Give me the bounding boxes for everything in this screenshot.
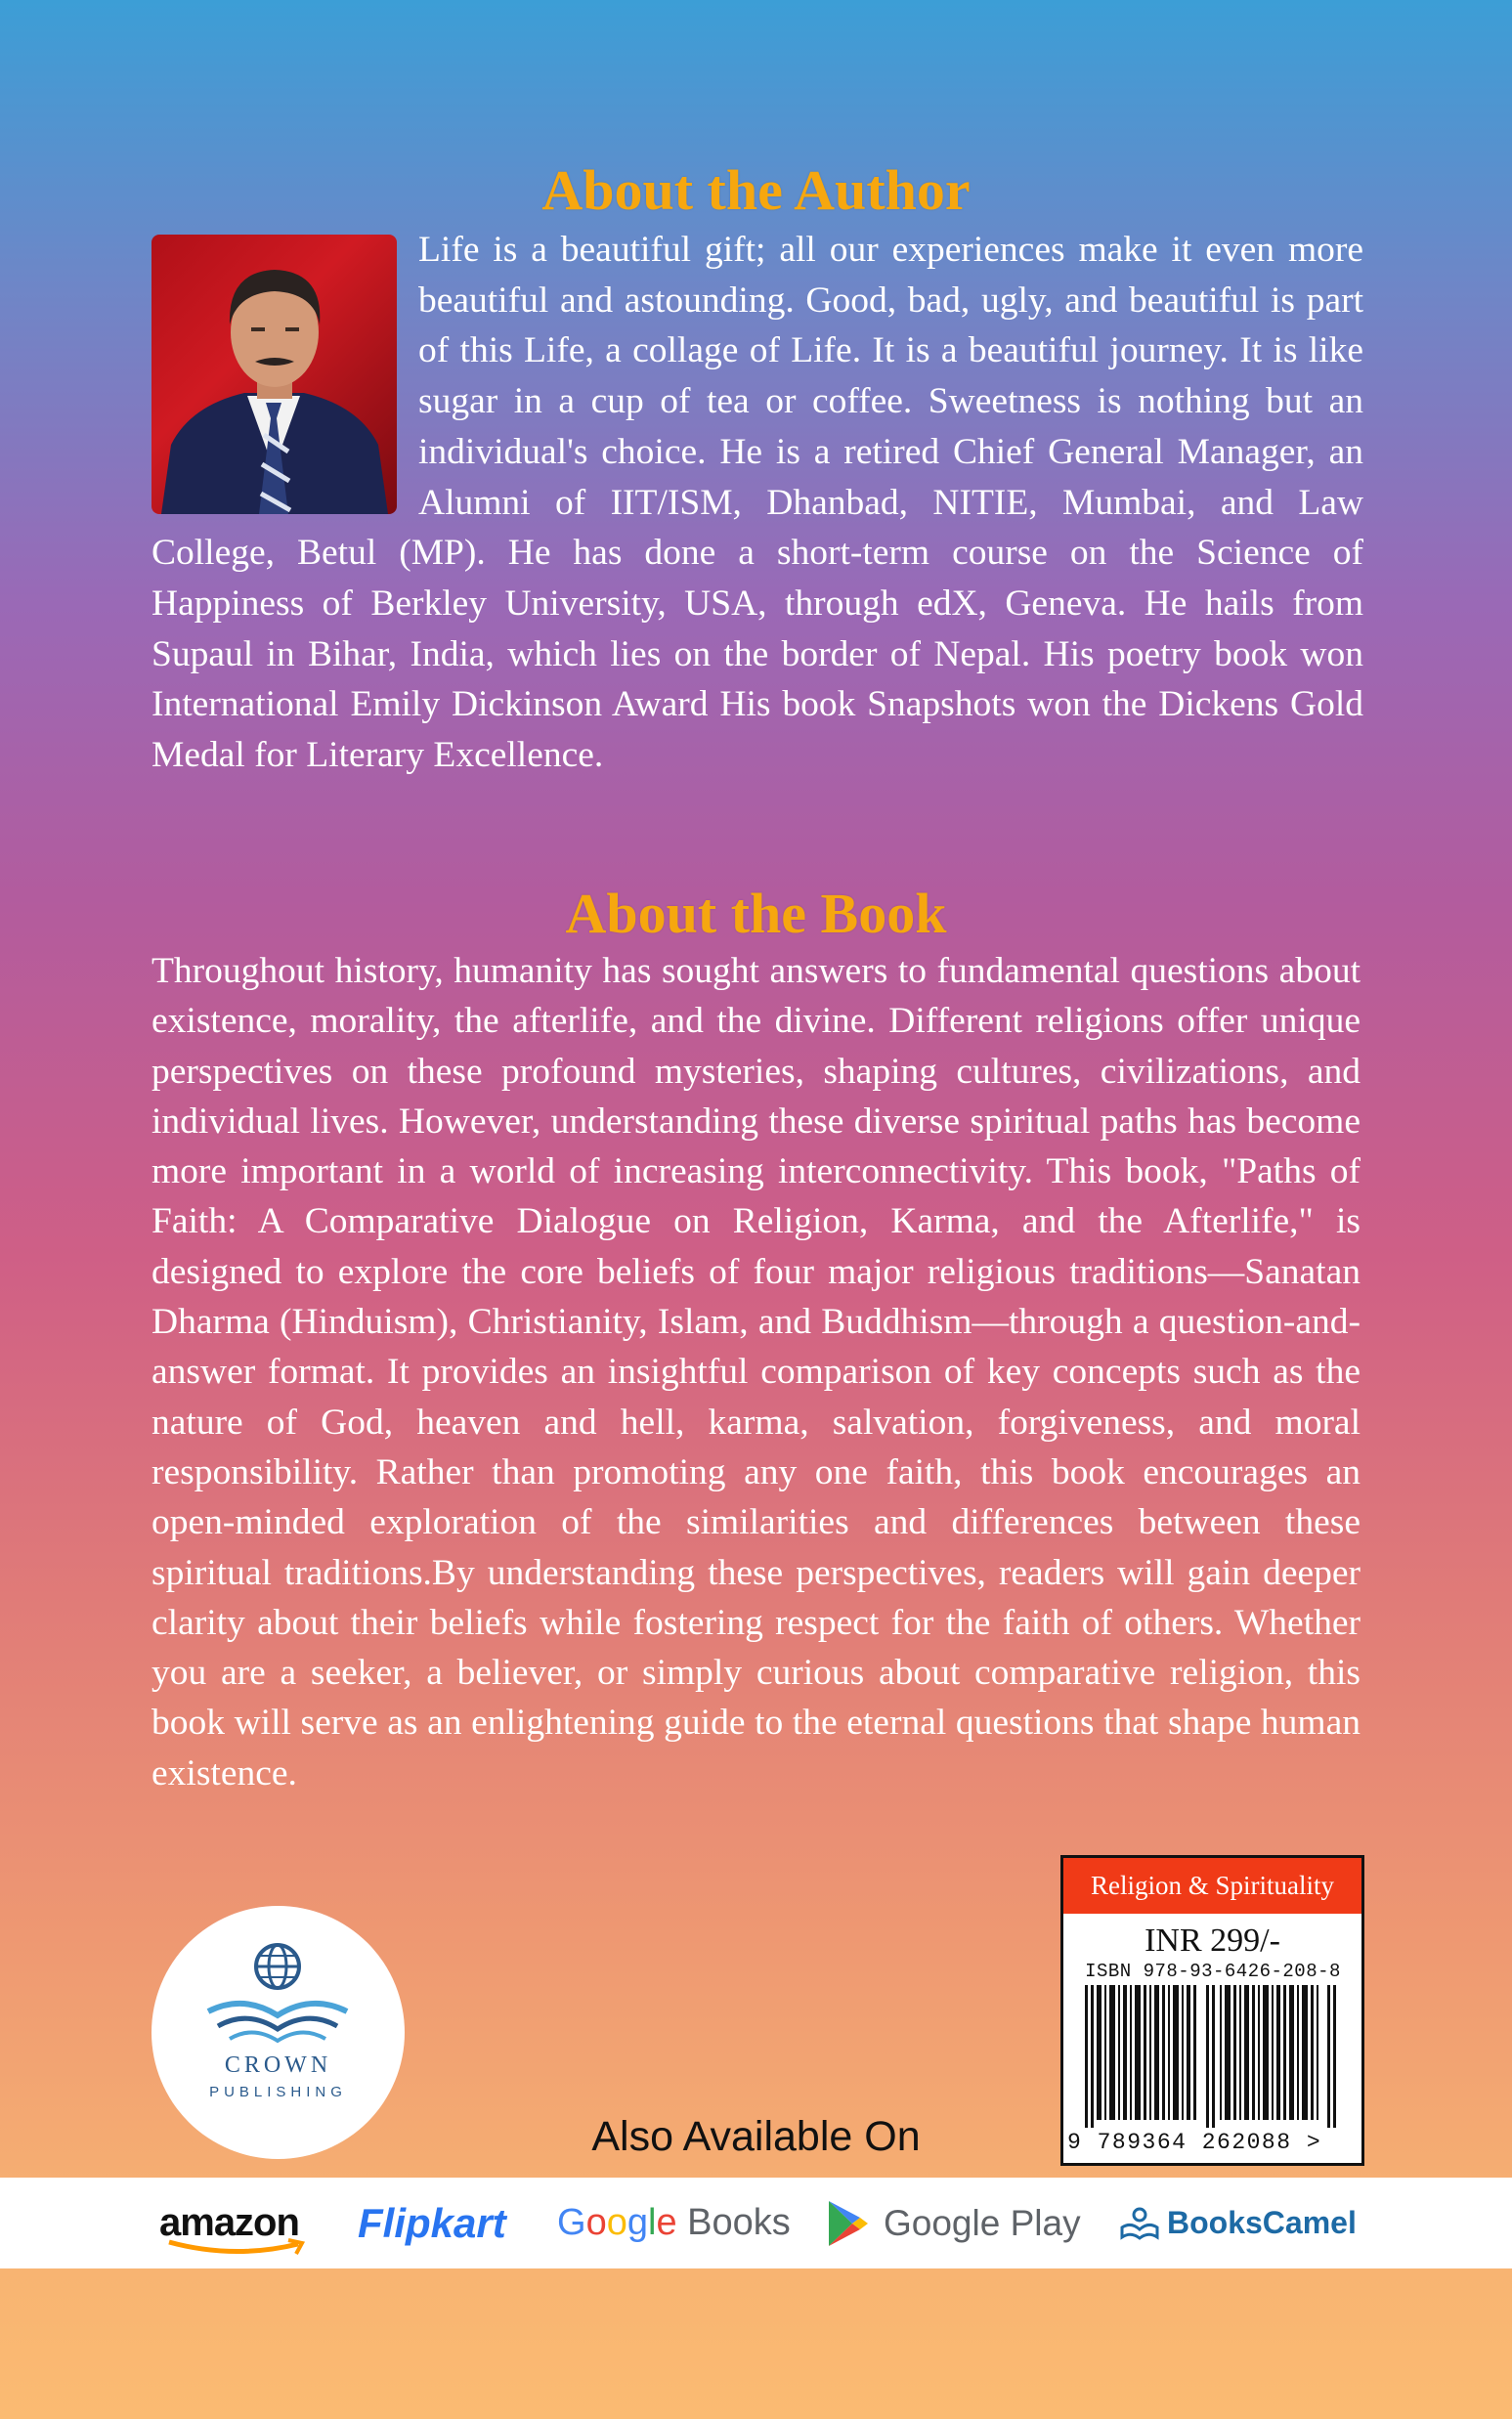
bookscamel-label: BooksCamel [1167,2205,1357,2240]
store-flipkart[interactable] [358,2178,506,2268]
store-bookscamel[interactable] [1120,2178,1357,2268]
amazon-smile-icon [165,2238,312,2256]
barcode-icon [1085,1985,1341,2128]
barcode-digits: 9 789364 262088 > [1067,2130,1322,2155]
genre-label: Religion & Spirituality [1063,1858,1361,1914]
also-available-label: Also Available On [591,2113,921,2160]
store-bar [0,2178,1512,2268]
price-label: INR 299/- [1145,1922,1280,1959]
author-bio [151,225,1363,781]
amazon-label: amazon [159,2201,299,2244]
isbn-label: ISBN 978-93-6426-208-8 [1085,1961,1341,1982]
book-heading: About the Book [565,882,947,945]
store-amazon[interactable] [159,2178,299,2268]
flipkart-label: Flipkart [358,2199,506,2246]
book-description: Throughout history, humanity has sought answers to fundamental questions about existence, morality, the afterlife, and the divine. Different religions offer unique perspectives on these profound mysteries, shaping cultures, civilizations, and individual lives. However, understanding these diverse spiritual paths has become more important in a world of increasing interconnectivity. This book, "Paths of Faith: A Comparative Dialogue on Religion, Karma, and the Afterlife," is designed to explore the core beliefs of four major religious traditions—Sanatan Dharma (Hinduism), Christianity, Islam, and Buddhism—through a question-and-answer format. It provides an insightful comparison of key concepts such as the nature of God, heaven and hell, karma, salvation, forgiveness, and moral responsibility. Rather than promoting any one faith, this book encourages an open-minded exploration of the similarities and differences between these spiritual traditions.By understanding these perspectives, readers will gain deeper clarity about their beliefs while fostering respect for the faith of others. Whether you are a seeker, a believer, or simply curious about comparative religion, this book will serve as an enlightening guide to the eternal questions that shape human existence. [151,951,1361,1793]
google-play-icon [827,2199,870,2248]
author-heading: About the Author [541,158,971,222]
publisher-name: CROWN [224,2052,332,2078]
google-wordmark-icon: Google [557,2202,677,2243]
google-books-label: Books [687,2202,791,2243]
google-play-label: Google Play [884,2202,1081,2243]
store-google-books[interactable] [557,2178,791,2268]
bookscamel-book-icon [1120,2206,1159,2241]
publisher-subtitle: PUBLISHING [209,2084,347,2100]
store-google-play[interactable] [827,2178,1081,2268]
author-bio-text: Life is a beautiful gift; all our experiences make it even more beautiful and astounding. Good, bad, ugly, and beautiful is part of this Life, a collage of Life. It is a beautiful journey. It is like sugar in a cup of tea or coffee. Sweetness is nothing but an individual's choice. He is a retired Chief General Manager, an Alumni of IIT/ISM, Dhanbad, NITIE, Mumbai, and Law College, Betul (MP). He has done a short-term course on the Science of Happiness of Berkley University, USA, through edX, Geneva. He hails from Supaul in Bihar, India, which lies on the border of Nepal. His poetry book won International Emily Dickinson Award His book Snapshots won the Dickens Gold Medal for Literary Excellence. [151,230,1363,776]
